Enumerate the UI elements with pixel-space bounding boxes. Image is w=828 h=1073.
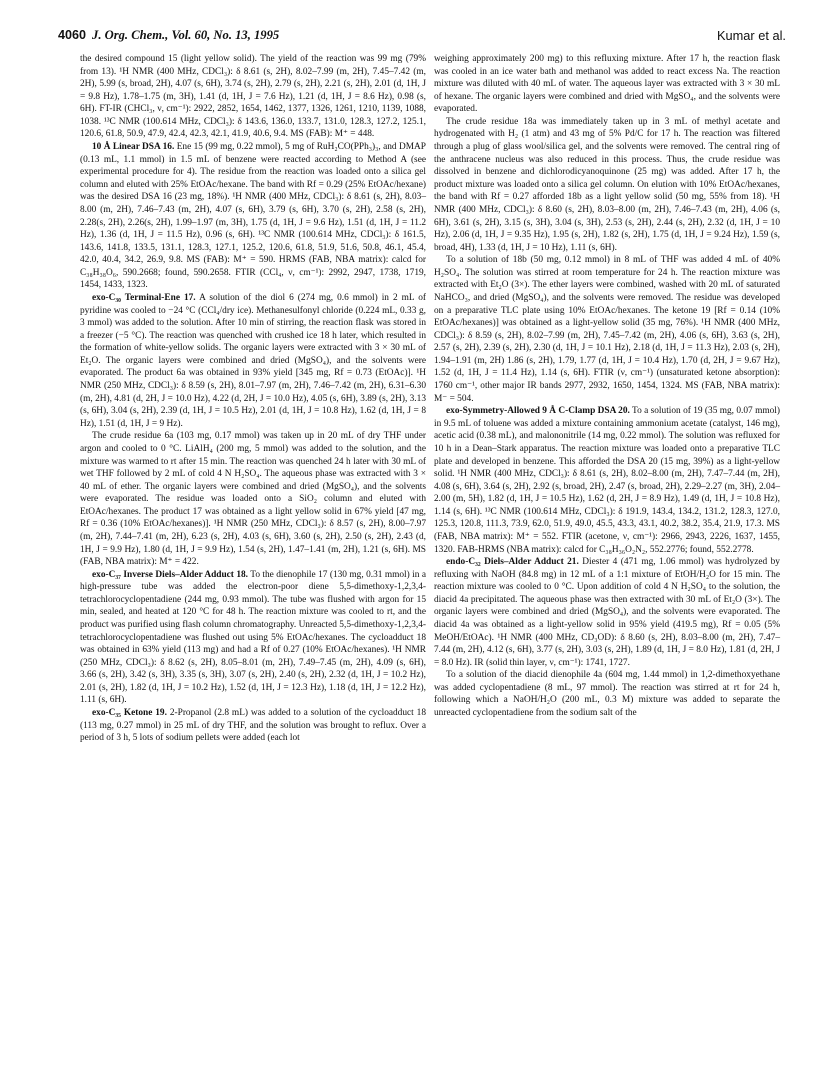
section-heading: endo-C₃₂ Diels–Alder Adduct 21. [446,557,579,568]
paragraph [434,669,780,719]
paragraph-text: Diester 4 (471 mg, 1.06 mmol) was hydrolyzed by refluxing with NaOH (84.8 mg) in 12 mL of a 1:1 mixture of EtOH/H₂O for 15 min. The reaction mixture was cooled to 0 °C. Upon addition of cold 4 N H₂SO₄ to the solution, the diacid 4a precipitated. The aqueous phase was then extracted with 30 mL of Et₂O (3×). The organic layers were combined and dried (MgSO₄), and the solvents were evaporated. The diacid 4a was obtained as a light-yellow solid in 95% yield (419.5 mg), Rf = 0.05 (5% MeOH/EtOAc). ¹H NMR (400 MHz, CD₃OD): δ 8.60 (s, 2H), 8.03–8.00 (m, 2H), 7.47–7.44 (m, 2H), 4.12 (s, 6H), 3.77 (s, 2H), 3.03 (s, 2H), 1.89 (d, 1H, J = 8.0 Hz), 1.81 (d, 2H, J = 8.0 Hz). IR (solid thin layer, ν, cm⁻¹): 1741, 1727. [434,557,780,668]
left-column [80,53,426,745]
paragraph [80,141,426,292]
paragraph-text: The crude residue 18a was immediately taken up in 3 mL of methyl acetate and hydrogenated with H₂ (1 atm) and 43 mg of 5% Pd/C for 17 h. The reaction was filtered through a plug of glass wool/silica gel, and the solvents were removed. The central ring of the anthracene nucleus was also reduced in this process. Thus, the crude residue was dissolved in benzene and dichlorodicyanoquinone (25 mg) was added. After 17 h, the product mixture was loaded onto a silica gel column. On elution with 10% EtOAc/hexanes, the band with Rf = 0.27 afforded 18b as a light yellow solid (50 mg, 55% from 18). ¹H NMR (400 MHz, CDCl₃): δ 8.60 (s, 2H), 8.03–8.00 (m, 2H), 7.46–7.43 (m, 2H), 4.06 (s, 6H), 3.61 (s, 2H), 3.15 (s, 3H), 3.04 (s, 3H), 2.53 (s, 2H), 2.44 (s, 2H), 2.32 (d, 1H, J = 10 Hz), 2.06 (d, 1H, J = 9.35 Hz), 1.95 (s, 2H), 1.82 (s, 2H), 1.75 (d, 1H, J = 9.24 Hz), 1.59 (s, broad, 4H), 1.33 (d, 1H, J = 10 Hz), 1.11 (s, 6H). [434,116,780,253]
paragraph [80,292,426,430]
section-heading: exo-C₃₇ Inverse Diels–Alder Adduct 18. [92,569,249,580]
paragraph [434,405,780,556]
section-heading: exo-C₃₅ Ketone 19. [92,708,167,719]
section-heading: exo-Symmetry-Allowed 9 Å C-Clamp DSA 20. [446,406,630,417]
header-journal-line [58,28,279,43]
paragraph [434,254,780,405]
running-header [58,28,786,50]
right-column [434,53,780,720]
paragraph-text: The crude residue 6a (103 mg, 0.17 mmol) was taken up in 20 mL of dry THF under argon and cooled to 0 °C. LiAlH₄ (200 mg, 5 mmol) was added to the solution, and the mixture was warmed to rt after 15 min. The reaction was quenched 24 h later with 30 mL of wet THF followed by 2 mL of cold 4 N H₂SO₄. The aqueous phase was extracted with 3 × 40 mL of ether. The organic layers were combined and dried (MgSO₄), and the solvents were evaporated. The residue was loaded onto a SiO₂ column and eluted with EtOAc/hexanes. The product 17 was obtained as a light yellow solid in 67% yield [47 mg, Rf = 0.36 (10% EtOAc/hexanes)]. ¹H NMR (250 MHz, CDCl₃): δ 8.57 (s, 2H), 8.00–7.97 (m, 2H), 7.44–7.41 (m, 2H), 6.23 (s, 2H), 4.03 (s, 6H), 3.60 (s, 2H), 2.50 (s, 2H), 2.43 (d, 1H, J = 9.9 Hz), 1.80 (d, 1H, J = 9.9 Hz), 1.54 (s, 2H), 1.47–1.41 (m, 2H), 1.21 (s, 6H). MS (FAB, NBA matrix): M⁺ = 422. [80,431,426,568]
paragraph-text: To a solution of 18b (50 mg, 0.12 mmol) in 8 mL of THF was added 4 mL of 40% H₂SO₄. The solution was stirred at room temperature for 24 h. The reaction mixture was extracted with Et₂O (3×). The ether layers were combined, washed with 20 mL of saturated NaHCO₃, and dried (MgSO₄), and the solvents were removed. The residue was developed on a preparative TLC plate using 10% EtOAc/hexanes. The ketone 19 [Rf = 0.14 (10% EtOAc/hexanes)] was obtained as a light-yellow solid (35 mg, 76%). ¹H NMR (400 MHz, CDCl₃): δ 8.59 (s, 2H), 8.02–7.99 (m, 2H), 7.45–7.42 (m, 2H), 4.06 (s, 6H), 3.63 (s, 2H), 2.57 (s, 2H), 2.39 (s, 2H), 2.30 (d, 1H, J = 10.1 Hz), 2.18 (d, 1H, J = 11.3 Hz), 2.03 (s, 2H), 1.94–1.91 (m, 2H) 1.86 (s, 2H), 1.79, 1.77 (d, 1H, J = 10.4 Hz), 1.70 (d, 2H, J = 9.67 Hz), 1.52 (d, 1H, J = 11.4 Hz), 1.14 (s, 6H). FTIR (ν, cm⁻¹) (unsaturated ketone absorption): 1760 cm⁻¹, other major IR bands 2977, 2932, 1650, 1454, 1324. MS (FAB, NBA matrix): M⁻ = 504. [434,255,780,404]
header-authors: Kumar et al. [717,28,786,43]
paragraph [80,569,426,707]
page-number: 4060 [58,28,87,42]
paragraph-text: To the dienophile 17 (130 mg, 0.31 mmol) in a high-pressure tube was added the electron-poor diene 5,5-dimethoxy-1,2,3,4-tetrachlorocyclopentadiene (244 mg, 0.93 mmol). The tube was flushed with argon for 15 min, sealed, and heated at 120 °C for 48 h. The reaction mixture was cooled to rt, and the product was purified using flash column chromatography. Unreacted 5,5-dimethoxy-1,2,3,4-tetrachlorocyclopentadiene was flushed out using 5% EtOAc/hexanes. The cycloadduct 18 was obtained in 63% yield (113 mg) and had a Rf of 0.27 (10% EtOAc/hexanes). ¹H NMR (250 MHz, CDCl₃): δ 8.62 (s, 2H), 8.05–8.01 (m, 2H), 7.49–7.45 (m, 2H), 4.09 (s, 6H), 3.66 (s, 2H), 3.42 (s, 3H), 3.35 (s, 3H), 3.07 (s, 2H), 2.40 (s, 2H), 2.32 (d, 1H, J = 10.2 Hz), 2.01 (s, 2H), 1.82 (d, 1H, J = 10.2 Hz), 1.52 (d, 1H, J = 12.3 Hz), 1.18 (d, 1H, J = 12.2 Hz), 1.11 (s, 6H). [80,569,426,706]
paragraph-text: A solution of the diol 6 (274 mg, 0.6 mmol) in 2 mL of pyridine was cooled to −24 °C (CCl₄/dry ice). Methanesulfonyl chloride (0.224 mL, 0.33 g, 3 mmol) was added to the solution. After 10 min of stirring, the reaction flask was stored in a freezer (−5 °C). The reaction was quenched with crushed ice 18 h later, which resulted in the formation of white-yellow solids. The organic layers were extracted with 3 × 30 mL of Et₂O. The organic layers were combined and dried (MgSO₄), and the solvents were evaporated. The product 6a was obtained in 93% yield [345 mg, Rf = 0.73 (EtOAc)]. ¹H NMR (250 MHz, CDCl₃): δ 8.59 (s, 2H), 8.01–7.97 (m, 2H), 7.46–7.42 (m, 2H), 6.31–6.30 (m, 2H), 4.81 (d, 2H, J = 10.0 Hz), 4.22 (d, 2H, J = 10.0 Hz), 4.05 (s, 6H), 3.89 (s, 2H), 3.13 (s, 6H), 3.04 (s, 2H), 2.39 (d, 1H, J = 10.5 Hz), 2.01 (d, 1H, J = 10.8 Hz), 1.62 (d, 1H, J = 8 Hz), 1.51 (d, 1H, J = 9 Hz). [80,292,426,429]
paragraph [80,707,426,745]
paragraph [80,430,426,568]
journal-citation: J. Org. Chem., Vol. 60, No. 13, 1995 [92,28,280,42]
section-heading: 10 Å Linear DSA 16. [92,142,175,153]
paragraph [434,53,780,116]
section-heading: exo-C₃₀ Terminal-Ene 17. [92,292,196,303]
paragraph-text: Ene 15 (99 mg, 0.22 mmol), 5 mg of RuH₂CO(PPh₃)₃, and DMAP (0.13 mL, 1.1 mmol) in 1.5 mL of benzene were reacted according to Method A (see experimental procedure for 4). The residue from the reaction was loaded onto a silica gel column and eluted with 25% EtOAc/hexane. The band with Rf = 0.29 (25% EtOAc/hexane) was the desired DSA 16 (23 mg, 18%). ¹H NMR (400 MHz, CDCl₃): δ 8.61 (s, 2H), 8.03–8.00 (m, 2H), 7.46–7.43 (m, 2H), 4.07 (s, 6H), 3.79 (s, 6H), 3.70 (s, 2H), 2.58 (s, 2H), 2.28(s, 2H), 2.26(s, 2H), 1.99–1.97 (m, 3H), 1.75 (d, 1H, J = 9.6 Hz), 1.51 (d, 1H, J = 11.2 Hz), 1.36 (d, 1H, J = 11.5 Hz), 0.96 (s, 6H). ¹³C NMR (100.614 MHz, CDCl₃): δ 161.5, 143.6, 141.8, 133.5, 131.1, 128.3, 127.1, 125.2, 120.6, 61.8, 51.9, 51.6, 50.8, 46.1, 45.4, 42.0, 40.4, 34.2, 26.9, 9.8. MS (FAB): M⁺ = 590. HRMS (FAB, NBA matrix): calcd for C₃₈H₃₈O₆, 590.2668; found, 590.2658. FTIR (CCl₄, ν, cm⁻¹): 2992, 2947, 1738, 1719, 1454, 1433, 1323. [80,142,426,291]
paragraph [434,556,780,669]
paragraph-text: 2-Propanol (2.8 mL) was added to a solution of the cycloadduct 18 (113 mg, 0.27 mmol) in 25 mL of dry THF, and the solution was brought to reflux. Over a period of 3 h, 5 lots of sodium pellets were added (each lot [80,708,426,744]
paragraph-text: To a solution of 19 (35 mg, 0.07 mmol) in 9.5 mL of toluene was added a mixture containing ammonium acetate (catalyst, 146 mg), acetic acid (0.38 mL), and malononitrile (14 mg, 0.22 mmol). The solution was refluxed for 10 h in a Dean–Stark apparatus. The reaction mixture was loaded onto a preparative TLC plate and developed in benzene. This afforded the DSA 20 (15 mg, 39%) as a light-yellow solid. ¹H NMR (400 MHz, CDCl₃): δ 8.61 (s, 2H), 8.02–8.00 (m, 2H), 7.47–7.44 (m, 2H), 4.08 (s, 6H), 3.64 (s, 2H), 2.92 (s, broad, 2H), 2.47 (s, broad, 2H), 2.29–2.27 (m, 3H), 2.04–2.00 (m, 5H), 1.82 (d, 1H, J = 10.5 Hz), 1.62 (d, 2H, J = 8.9 Hz), 1.49 (d, 1H, J = 10.8 Hz), 1.14 (s, 6H). ¹³C NMR (100.614 MHz, CDCl₃): δ 191.9, 143.4, 134.2, 131.2, 128.3, 127.0, 125.3, 120.8, 111.3, 73.9, 62.0, 51.9, 49.0, 45.5, 43.3, 43.1, 40.2, 38.2, 35.4, 21.9, 17.3. MS (FAB, NBA matrix): M⁺ = 552. FTIR (acetone, ν, cm⁻¹): 2966, 2943, 2226, 1637, 1455, 1320. FAB-HRMS (NBA matrix): calcd for C₃₈H₃₆O₂N₂, 552.2776; found, 552.2778. [434,406,780,555]
paragraph-text: weighing approximately 200 mg) to this refluxing mixture. After 17 h, the reaction flask was cooled in an ice water bath and methanol was added to react excess Na. The reaction mixture was diluted with 40 mL of water. The aqueous layer was extracted with 3 × 30 mL of hexane. The organic layers were combined and dried with MgSO₄, and the solvents were evaporated. [434,54,780,115]
paragraph-text: the desired compound 15 (light yellow solid). The yield of the reaction was 99 mg (79% from 13). ¹H NMR (400 MHz, CDCl₃): δ 8.61 (s, 2H), 8.02–7.99 (m, 2H), 7.45–7.42 (m, 2H), 5.99 (s, broad, 2H), 4.07 (s, 6H), 3.74 (s, 2H), 2.79 (s, 2H), 2.21 (s, 2H), 2.01 (d, 1H, J = 9.8 Hz), 1.78–1.75 (m, 3H), 1.41 (d, 1H, J = 7.6 Hz), 1.21 (d, 1H, J = 8.6 Hz), 0.98 (s, 6H). FT-IR (CHCl₃, ν, cm⁻¹): 2922, 2852, 1654, 1462, 1377, 1326, 1261, 1210, 1139, 1088, 1038. ¹³C NMR (100.614 MHz, CDCl₃): δ 143.6, 136.0, 133.7, 131.0, 128.3, 127.2, 125.1, 120.6, 61.8, 50.9, 47.9, 42.4, 42.3, 42.1, 41.9, 40.6, 9.4. MS (FAB): M⁺ = 448. [80,54,426,140]
paragraph [80,53,426,141]
paragraph [434,116,780,254]
paragraph-text: To a solution of the diacid dienophile 4a (604 mg, 1.44 mmol) in 1,2-dimethoxyethane was added cyclopentadiene (8 mL, 97 mmol). The reaction was stirred at rt for 24 h, following which a NaOH/H₂O (200 mL, 0.3 M) mixture was added to separate the unreacted cyclopentadiene from the sodium salt of the [434,670,780,719]
